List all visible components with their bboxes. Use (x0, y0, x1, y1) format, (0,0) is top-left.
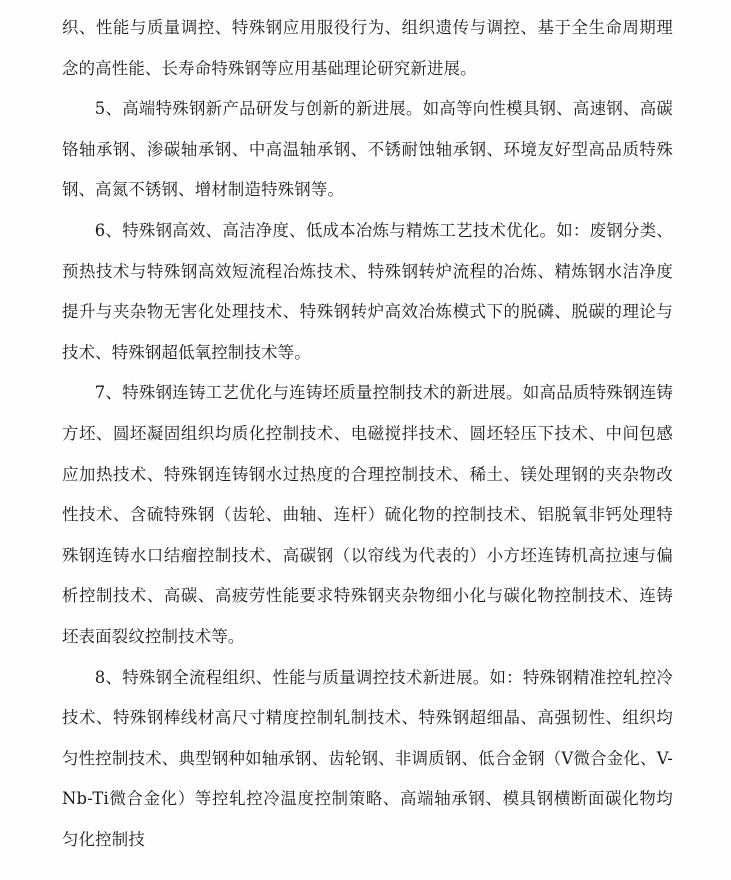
paragraph-item-6: 6、特殊钢高效、高洁净度、低成本冶炼与精炼工艺技术优化。如：废钢分类、预热技术与特殊钢高效短流程冶炼技术、特殊钢转炉流程的冶炼、精炼钢水洁净度提升与夹杂物无害化处理技术、特殊钢转炉高效冶炼模式下的脱磷、脱碳的理论与技术、特殊钢超低氧控制技术等。 (62, 220, 673, 362)
document-body (62, 8, 673, 860)
paragraph-item-7: 7、特殊钢连铸工艺优化与连铸坯质量控制技术的新进展。如高品质特殊钢连铸方坯、圆坯凝固组织均质化控制技术、电磁搅拌技术、圆坯轻压下技术、中间包感应加热技术、特殊钢连铸钢水过热度的合理控制技术、稀土、镁处理钢的夹杂物改性技术、含硫特殊钢（齿轮、曲轴、连杆）硫化物的控制技术、铝脱氧非钙处理特殊钢连铸水口结瘤控制技术、高碳钢（以帘线为代表的）小方坯连铸机高拉速与偏析控制技术、高碳、高疲劳性能要求特殊钢夹杂物细小化与碳化物控制技术、连铸坯表面裂纹控制技术等。 (62, 383, 673, 646)
paragraph-item-5: 5、高端特殊钢新产品研发与创新的新进展。如高等向性模具钢、高速钢、高碳铬轴承钢、渗碳轴承钢、中高温轴承钢、不锈耐蚀轴承钢、环境友好型高品质特殊钢、高氮不锈钢、增材制造特殊钢等。 (62, 99, 673, 200)
paragraph-continued: 织、性能与质量调控、特殊钢应用服役行为、组织遗传与调控、基于全生命周期理念的高性能、长寿命特殊钢等应用基础理论研究新进展。 (62, 18, 673, 78)
paragraph-item-8: 8、特殊钢全流程组织、性能与质量调控技术新进展。如：特殊钢精准控轧控冷技术、特殊钢棒线材高尺寸精度控制轧制技术、特殊钢超细晶、高强韧性、组织均匀性控制技术、典型钢种如轴承钢、齿轮钢、非调质钢、低合金钢（V微合金化、V-Nb-Ti微合金化）等控轧控冷温度控制策略、高端轴承钢、模具钢横断面碳化物均匀化控制技 (62, 667, 673, 849)
